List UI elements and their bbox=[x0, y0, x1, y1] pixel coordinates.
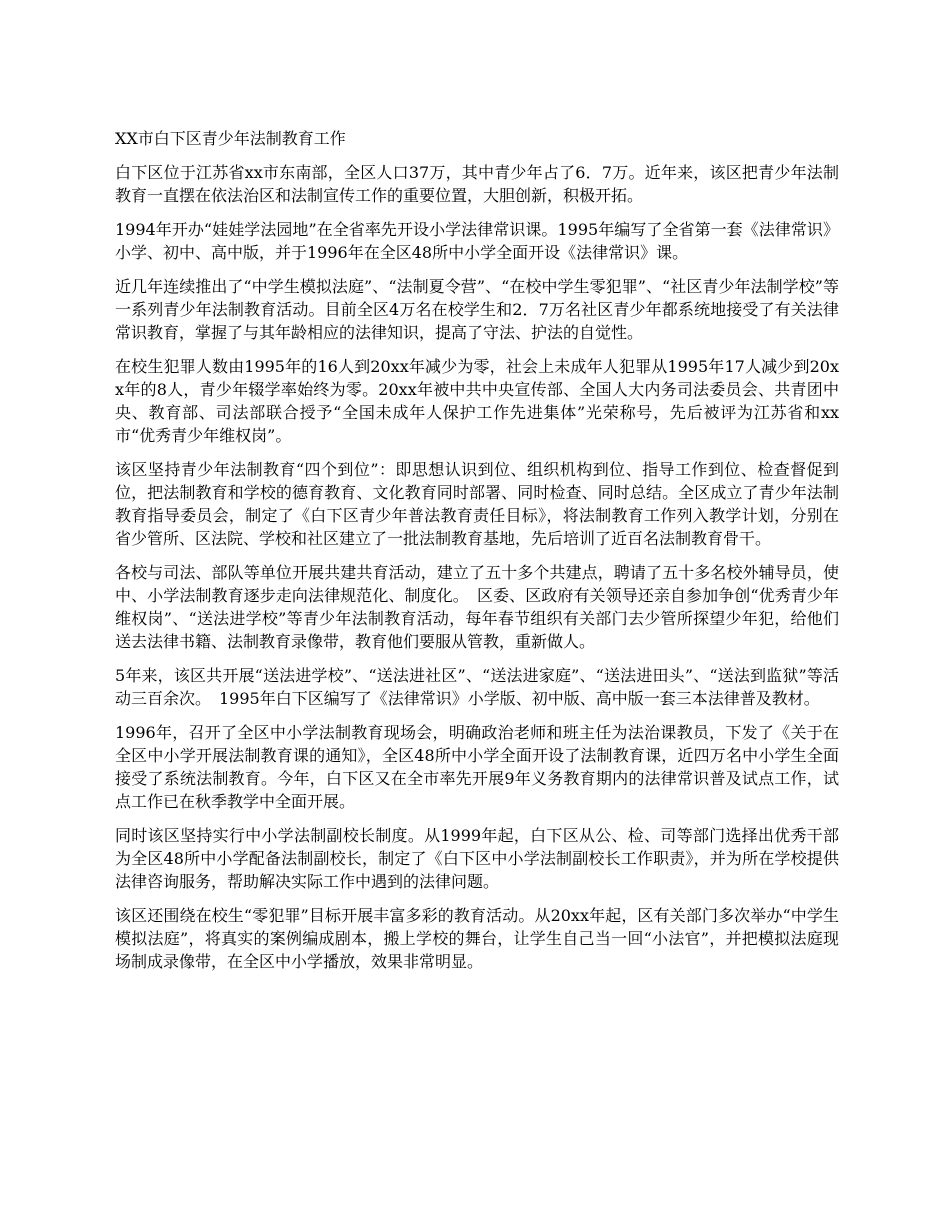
paragraph-activities: 近几年连续推出了“中学生模拟法庭”、“法制夏令营”、“在校中学生零犯罪”、“社区青少年法制学校”等一系列青少年法制教育活动。目前全区4万名在校学生和2．7万名社区青少年都系统地接受了有关法律常识教育，掌握了与其年龄相应的法律知识，提高了守法、护法的自觉性。 bbox=[115, 277, 839, 342]
paragraph-results: 在校生犯罪人数由1995年的16人到20xx年减少为零，社会上未成年人犯罪从1995年17人减少到20xx年的8人，青少年辍学率始终为零。20xx年被中共中央宣传部、全国人大内务司法委员会、共青团中央、教育部、司法部联合授予“全国未成年人保护工作先进集体”光荣称号，先后被评为江苏省和xx市“优秀青少年维权岗”。 bbox=[115, 357, 839, 445]
paragraph-history: 1994年开办“娃娃学法园地”在全省率先开设小学法律常识课。1995年编写了全省第一套《法律常识》小学、初中、高中版，并于1996年在全区48所中小学全面开设《法律常识》课。 bbox=[115, 220, 839, 262]
document-title: XX市白下区青少年法制教育工作 bbox=[115, 129, 346, 148]
paragraph-four-in-place: 该区坚持青少年法制教育“四个到位”：即思想认识到位、组织机构到位、指导工作到位、检查督促到位，把法制教育和学校的德育教育、文化教育同时部署、同时检查、同时总结。全区成立了青少年法制教育指导委员会，制定了《白下区青少年普法教育责任目标》，将法制教育工作列入教学计划，分别在省少管所、区法院、学校和社区建立了一批法制教育基地，先后培训了近百名法制教育骨干。 bbox=[115, 460, 839, 548]
paragraph-intro: 白下区位于江苏省xx市东南部，全区人口37万，其中青少年占了6．7万。近年来，该区把青少年法制教育一直摆在依法治区和法制宣传工作的重要位置，大胆创新，积极开拓。 bbox=[115, 163, 839, 205]
paragraph-1996-meeting: 1996年，召开了全区中小学法制教育现场会，明确政治老师和班主任为法治课教员，下发了《关于在全区中小学开展法制教育课的通知》，全区48所中小学全面开设了法制教育课，近四万名中小学生全面接受了系统法制教育。今年，白下区又在全市率先开展9年义务教育期内的法律常识普及试点工作，试点工作已在秋季教学中全面开展。 bbox=[115, 723, 839, 811]
paragraph-zero-crime: 该区还围绕在校生“零犯罪”目标开展丰富多彩的教育活动。从20xx年起，区有关部门多次举办“中学生模拟法庭”，将真实的案例编成剧本，搬上学校的舞台，让学生自己当一回“小法官”，并把模拟法庭现场制成录像带，在全区中小学播放，效果非常明显。 bbox=[115, 906, 839, 971]
paragraph-law-outreach: 5年来，该区共开展“送法进学校”、“送法进社区”、“送法进家庭”、“送法进田头”、“送法到监狱”等活动三百余次。 1995年白下区编写了《法律常识》小学版、初中版、高中版一套三本法律普及教材。 bbox=[115, 666, 839, 708]
document-body bbox=[115, 127, 839, 984]
paragraph-vice-principal: 同时该区坚持实行中小学法制副校长制度。从1999年起，白下区从公、检、司等部门选择出优秀干部为全区48所中小学配备法制副校长，制定了《白下区中小学法制副校长工作职责》，并为所在学校提供法律咨询服务，帮助解决实际工作中遇到的法律问题。 bbox=[115, 826, 839, 891]
paragraph-co-building: 各校与司法、部队等单位开展共建共育活动，建立了五十多个共建点，聘请了五十多名校外辅导员，使中、小学法制教育逐步走向法律规范化、制度化。 区委、区政府有关领导还亲自参加争创“优秀青少年维权岗”、“送法进学校”等青少年法制教育活动，每年春节组织有关部门去少管所探望少年犯，给他们送去法律书籍、法制教育录像带，教育他们要服从管教，重新做人。 bbox=[115, 563, 839, 651]
